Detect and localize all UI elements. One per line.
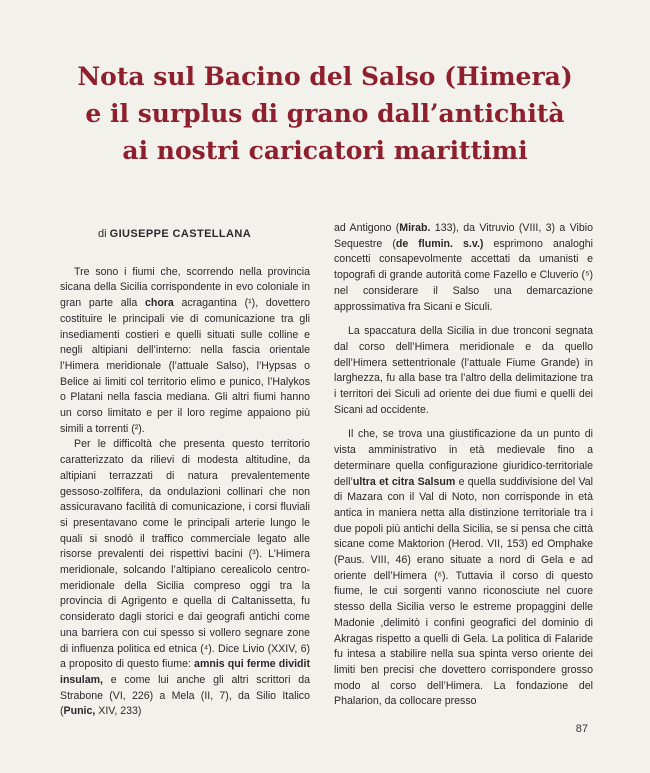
paragraph-text: 133), da Vitruvio (VIII, 3) a Vibio Sequestre (: [334, 222, 593, 250]
emphasis-text: chora: [144, 297, 174, 310]
right-column: [334, 221, 593, 710]
emphasis-text: de flumin. s.v.): [395, 237, 484, 250]
paragraph-text: ad Antigono (: [334, 222, 400, 234]
paragraph-text: Per le difficoltà che presenta questo territorio caratterizzato da rilievi di modesta altitudine, da altipiani terrazzati di natura prevalentemente gessoso-zolfifera, da ondulazioni collinari che non assicuravano facilità di comunicazione, i corsi fluviali si presentavano come le principali arterie lungo le quali si snodò il traffico commerciale legato alle risorse prevalenti dei rispettivi bacini (³). L’Himera meridionale, solcando l’altipiano cerealicolo centro-meridionale della Sicilia compreso oggi tra la provincia di Agrigento e quella di Caltanissetta, fu considerato dagli storici e dai geografi antichi come una barriera con cui spesso si vollero segnare zone di influenza politica ed etnica (⁴). Dice Livio (XXIV, 6) a proposito di questo fiume:: [60, 438, 310, 671]
paragraph: [334, 221, 593, 315]
title-line-3: ai nostri caricatori marittimi: [122, 136, 528, 165]
emphasis-text: amnis qui ferme dividit insulam,: [60, 658, 310, 686]
paragraph-text: e quella suddivisione del Val di Mazara con il Val di Noto, non corrisponde in età antica in maniera netta alla distinzione territoriale tra i due popoli più antichi della Sicilia, se si pensa che città sicane come Maktorion (Herod. VII, 153) ed Omphake (Paus. VIII, 46) erano situate a nord di Gela e ad oriente dell’Himera (⁶). Tuttavia il corso di questo fiume, le cui sorgenti vanno riconosciute nel cuore stesso della Sicilia verso le estreme propaggini delle Madonie ,delimitò i confini geografici del dominio di Akragas rispetto a quelli di Gela. La politica di Falaride fu intesa a stabilire nella sua spinta verso oriente dei limiti ben precisi che dovettero corrispondere grosso modo al corso dell’Himera. La fondazione del Phalarion, da collocare presso: [334, 475, 593, 708]
emphasis-text: ultra et citra Salsum: [352, 475, 456, 488]
paragraph: [60, 265, 310, 438]
article-title: [0, 58, 650, 169]
paragraph: [334, 427, 593, 710]
paragraph-text: e come lui anche gli altri scrittori da Strabone (VI, 226) a Mela (II, 7), da Silio Italico (: [60, 673, 310, 718]
paragraph-text: Tre sono i fiumi che, scorrendo nella provincia sicana della Sicilia corrispondente in evo coloniale in gran parte alla: [60, 265, 310, 310]
paragraph-text: Il che, se trova una giustificazione da un punto di vista amministrativo in età medievale fino a determinare quella configurazione giuridico-territoriale dell’: [334, 428, 593, 488]
emphasis-text: Punic,: [63, 705, 96, 718]
author-prefix: di: [98, 228, 107, 240]
page-number: 87: [575, 723, 588, 735]
paragraph-text: XIV, 233): [95, 705, 142, 718]
paragraph: La spaccatura della Sicilia in due tronconi segnata dal corso dell’Himera meridionale e da quello dell’Himera settentrionale (l’attuale Fiume Grande) in larghezza, fu alla base tra l’altro della delimitazione tra i territori dei Siculi ad oriente dei due fiumi e quelli dei Sicani ad occidente.: [334, 325, 593, 416]
author-line: [98, 227, 310, 243]
title-line-2: e il surplus di grano dall’antichità: [85, 99, 565, 128]
paragraph-text: esprimono analoghi concetti consapevolmente accettati da umanisti e topografi di grande autorità come Fazello e Cluverio (⁵) nel considerare il Salso una demarcazione approssimativa fra Sicani e Siculi.: [334, 237, 594, 313]
left-column: [60, 221, 310, 720]
emphasis-text: Mirab.: [399, 222, 431, 234]
paragraph: [60, 437, 310, 720]
title-line-1: Nota sul Bacino del Salso (Himera): [77, 62, 573, 91]
paragraph-text: acragantina (¹), dovettero costituire le principali vie di comunicazione tra gli insediamenti costieri e quelli situati sulle colline e negli altipiani dell’interno: nella fascia orientale l’Himera meridionale (l’attuale Salso), l’Hypsas o Belice ai limiti col territorio elimo e punico, l’Halykos o Platani nella fascia mediana. Gli altri fiumi hanno un corso limitato e per il loro regime appaiono più simili a torrenti (²).: [60, 297, 311, 435]
author-name: GIUSEPPE CASTELLANA: [109, 228, 252, 240]
